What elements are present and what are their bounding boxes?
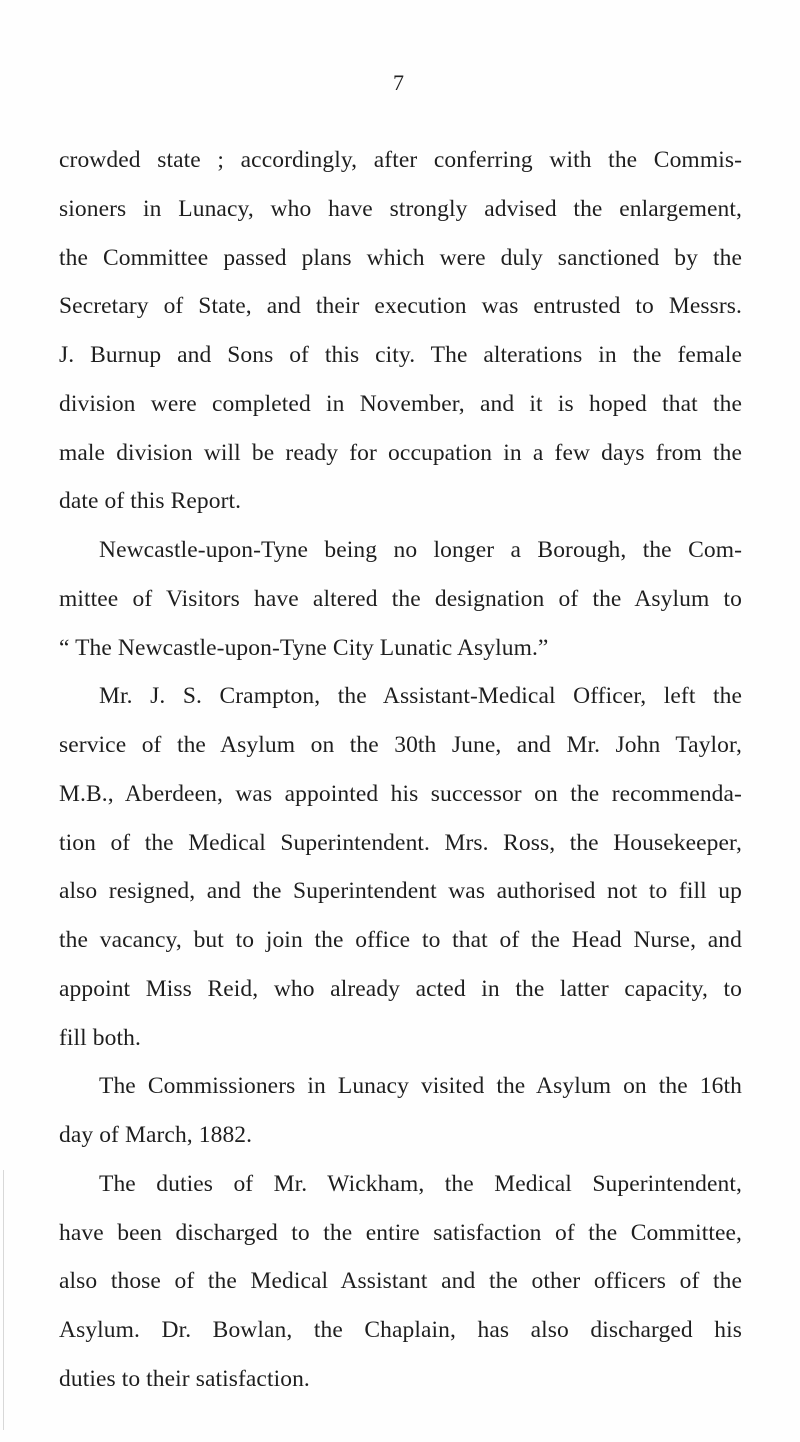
- text-line: the Committee passed plans which were duly sanctioned by the: [59, 245, 742, 271]
- text-line: Asylum. Dr. Bowlan, the Chaplain, has also discharged his: [59, 1317, 742, 1343]
- text-line: The Commissioners in Lunacy visited the Asylum on the 16th: [99, 1073, 742, 1099]
- text-line: male division will be ready for occupation in a few days from the: [59, 440, 742, 466]
- text-line: crowded state ; accordingly, after conferring with the Commis-: [59, 147, 742, 173]
- text-line: duties to their satisfaction.: [59, 1366, 310, 1392]
- text-line: also those of the Medical Assistant and the other officers of the: [59, 1268, 742, 1294]
- text-line: appoint Miss Reid, who already acted in the latter capacity, to: [59, 976, 742, 1002]
- text-line: The duties of Mr. Wickham, the Medical Superintendent,: [99, 1171, 742, 1197]
- text-line: Newcastle-upon-Tyne being no longer a Borough, the Com-: [99, 537, 742, 563]
- text-line: J. Burnup and Sons of this city. The alterations in the female: [59, 342, 742, 368]
- text-line: tion of the Medical Superintendent. Mrs. Ross, the Housekeeper,: [59, 830, 742, 856]
- text-line: day of March, 1882.: [59, 1122, 253, 1148]
- text-line: “ The Newcastle-upon-Tyne City Lunatic Asylum.”: [59, 635, 549, 661]
- text-line: fill both.: [59, 1025, 141, 1051]
- page-edge-shadow: [3, 1170, 4, 1430]
- text-line: division were completed in November, and it is hoped that the: [59, 391, 742, 417]
- text-line: mittee of Visitors have altered the designation of the Asylum to: [59, 586, 742, 612]
- text-line: sioners in Lunacy, who have strongly advised the enlargement,: [59, 196, 742, 222]
- text-line: date of this Report.: [59, 488, 242, 514]
- text-line: Secretary of State, and their execution was entrusted to Messrs.: [59, 293, 742, 319]
- text-line: have been discharged to the entire satisfaction of the Committee,: [59, 1220, 742, 1246]
- text-line: Mr. J. S. Crampton, the Assistant-Medical Officer, left the: [99, 683, 742, 709]
- page-number: 7: [393, 70, 404, 95]
- text-line: the vacancy, but to join the office to that of the Head Nurse, and: [59, 927, 742, 953]
- text-line: service of the Asylum on the 30th June, and Mr. John Taylor,: [59, 732, 742, 758]
- text-line: also resigned, and the Superintendent was authorised not to fill up: [59, 878, 742, 904]
- text-line: M.B., Aberdeen, was appointed his successor on the recommenda-: [59, 781, 742, 807]
